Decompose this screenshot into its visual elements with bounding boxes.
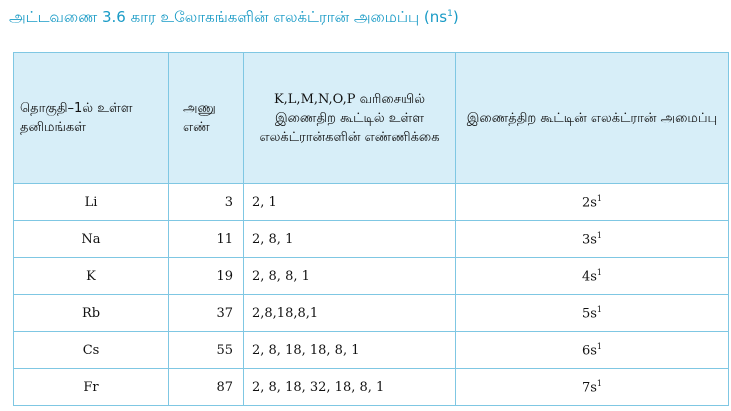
table-row	[14, 332, 729, 369]
valence-config	[456, 221, 729, 258]
config-superscript: 1	[596, 304, 603, 314]
element-symbol: Rb	[14, 295, 169, 332]
shell-electrons: 2, 8, 18, 32, 18, 8, 1	[244, 369, 456, 406]
table-row	[14, 184, 729, 221]
shell-electrons: 2, 1	[244, 184, 456, 221]
valence-config	[456, 295, 729, 332]
header-shell-electrons	[244, 53, 456, 184]
shell-electrons: 2, 8, 1	[244, 221, 456, 258]
caption-close-paren: )	[452, 8, 459, 26]
config-superscript: 1	[596, 378, 603, 388]
config-base: 4s	[581, 269, 597, 285]
atomic-number: 3	[169, 184, 244, 221]
header-atomic-number: அணு எண்	[169, 53, 244, 184]
config-base: 3s	[581, 232, 597, 248]
header-group-elements: தொகுதி–1ல் உள்ள தனிமங்கள்	[14, 53, 169, 184]
atomic-number: 11	[169, 221, 244, 258]
table-row	[14, 221, 729, 258]
config-superscript: 1	[596, 267, 603, 277]
table-caption	[9, 8, 459, 28]
config-base: 6s	[581, 343, 597, 359]
valence-config	[456, 184, 729, 221]
header-shell-text: வரிசையில் இணைதிற கூட்டில் உள்ள எலக்ட்ரான்களின் எண்ணிக்கை	[259, 91, 440, 145]
config-superscript: 1	[596, 193, 603, 203]
atomic-number: 87	[169, 369, 244, 406]
element-symbol: Na	[14, 221, 169, 258]
shell-electrons: 2, 8, 18, 18, 8, 1	[244, 332, 456, 369]
atomic-number: 19	[169, 258, 244, 295]
atomic-number: 55	[169, 332, 244, 369]
valence-config	[456, 258, 729, 295]
atomic-number: 37	[169, 295, 244, 332]
header-shell-letters: K,L,M,N,O,P	[273, 91, 356, 107]
config-base: 5s	[581, 306, 597, 322]
valence-config	[456, 369, 729, 406]
caption-superscript: 1	[447, 9, 453, 19]
shell-electrons: 2, 8, 8, 1	[244, 258, 456, 295]
table-row	[14, 295, 729, 332]
element-symbol: Cs	[14, 332, 169, 369]
config-base: 7s	[581, 380, 597, 396]
element-symbol: K	[14, 258, 169, 295]
alkali-metals-table	[13, 52, 729, 406]
shell-electrons: 2,8,18,8,1	[244, 295, 456, 332]
config-superscript: 1	[596, 341, 603, 351]
table-row	[14, 369, 729, 406]
element-symbol: Li	[14, 184, 169, 221]
config-base: 2s	[581, 195, 597, 211]
valence-config	[456, 332, 729, 369]
table-row	[14, 258, 729, 295]
header-valence-config: இணைத்திற கூட்டின் எலக்ட்ரான் அமைப்பு	[456, 53, 729, 184]
caption-text: அட்டவணை 3.6 கார உலோகங்களின் எலக்ட்ரான் அமைப்பு (ns	[9, 8, 448, 26]
header-row	[14, 53, 729, 184]
config-superscript: 1	[596, 230, 603, 240]
element-symbol: Fr	[14, 369, 169, 406]
